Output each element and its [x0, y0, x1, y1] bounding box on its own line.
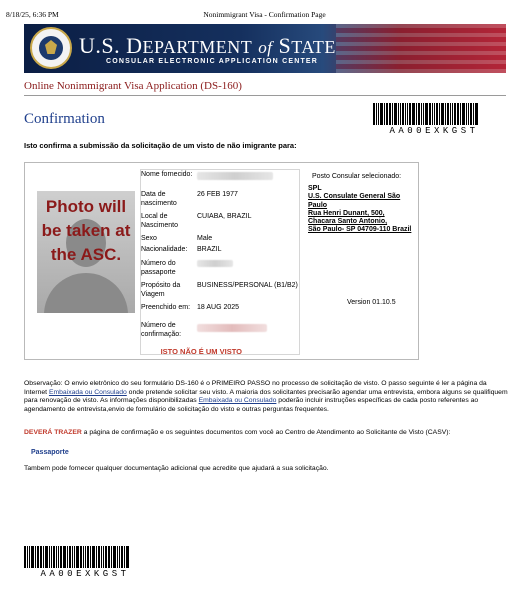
barcode-bar: [421, 103, 422, 125]
barcode-bar: [45, 546, 48, 568]
embassy-link-2[interactable]: Embaixada ou Consulado: [198, 397, 277, 405]
barcode-bar: [111, 546, 112, 568]
barcode-bar: [386, 103, 388, 125]
confirmation-card: Photo will be taken at the ASC. Nome fornecido: Data de nascimento 26 FEB 1977 Local de Nascimento CUIABA, BRAZIL Sexo Male Nacionalidade: BRAZIL Número do passaporte Propósito da Viagem BUSINESS/PERSONAL (B1/B2) Preenchido em: 18 AUG 2025 Número de confirmação: ISTO NÃO É UM VISTO Posto Consular selecionado: SPL U.S. Consulate General São Paulo Rua Henri Dunant, 500, Chacara Santo Antonio, São Paulo- SP 04709-110 Brazil Version 01.10.5: [24, 162, 419, 360]
barcode-bar: [416, 103, 417, 125]
state-seal-icon: [30, 27, 72, 69]
observation-paragraph: Observação: O envio eletrônico do seu formulário DS-160 é o PRIMEIRO PASSO no processo de solicitação de visto. O passo seguinte é ler a página da Internet Embaixada ou Consulado onde pretende solicitar seu visto. A maioria dos solicitantes precisarão agendar uma entrevista, embora alguns se qualifiquem para renovação de visto. As informações disponibilizadas Embaixada ou Consulado poderão incluir instruções específicas de cada posto referentes ao agendamento de entrevista,envio de formulário de solicitação do visto e outras perguntas frequentes.: [24, 380, 508, 413]
barcode-bottom: [24, 546, 146, 579]
barcode-bar: [445, 103, 446, 125]
barcode-bar: [407, 103, 408, 125]
must-bring-label: DEVERÁ TRAZER: [24, 429, 82, 436]
barcode-bar: [103, 546, 104, 568]
application-title: Online Nonimmigrant Visa Application (DS-160): [24, 80, 242, 92]
barcode-bar: [113, 546, 116, 568]
barcode-bar: [69, 546, 71, 568]
barcode-bar: [24, 546, 26, 568]
barcode-bar: [101, 546, 102, 568]
version-label: Version 01.10.5: [347, 299, 396, 306]
barcode-bar: [90, 546, 91, 568]
barcode-bar: [72, 546, 73, 568]
barcode-bar: [58, 546, 59, 568]
barcode-bar: [378, 103, 379, 125]
barcode-bar: [460, 103, 461, 125]
barcode-bar: [398, 103, 399, 125]
barcode-bar: [429, 103, 431, 125]
barcode-icon: [24, 546, 146, 568]
barcode-bar: [126, 546, 129, 568]
document-item-passport: Passaporte: [31, 449, 69, 456]
barcode-bar: [37, 546, 39, 568]
barcode-text: AA00EXKGST: [40, 569, 130, 579]
barcode-bar: [49, 546, 50, 568]
barcode-bar: [380, 103, 383, 125]
barcode-bar: [43, 546, 44, 568]
barcode-bar: [392, 103, 393, 125]
barcode-bar: [74, 546, 75, 568]
barcode-bar: [466, 103, 467, 125]
barcode-bar: [87, 546, 89, 568]
barcode-bar: [108, 546, 110, 568]
barcode-bar: [51, 546, 52, 568]
barcode-bar: [119, 546, 120, 568]
additional-docs-note: Tambem pode fornecer qualquer documentação adicional que acredite que ajudará a sua solicitação.: [24, 465, 329, 472]
barcode-bar: [117, 546, 118, 568]
barcode-bar: [83, 546, 84, 568]
barcode-bar: [405, 103, 406, 125]
barcode-bar: [121, 546, 123, 568]
print-title: Nonimmigrant Visa - Confirmation Page: [203, 10, 326, 19]
flag-stripes: [336, 24, 506, 73]
barcode-bar: [434, 103, 435, 125]
banner-title: U.S. DEPARTMENT of STATE: [79, 33, 336, 58]
barcode-bar: [436, 103, 438, 125]
barcode-bar: [85, 546, 86, 568]
redacted-passport: [197, 260, 233, 267]
embassy-link-1[interactable]: Embaixada ou Consulado: [48, 388, 127, 396]
consulate-address: SPL U.S. Consulate General São Paulo Rua Henri Dunant, 500, Chacara Santo Antonio, São Paulo- SP 04709-110 Brazil: [308, 185, 412, 234]
barcode-bar: [470, 103, 472, 125]
barcode-bar: [402, 103, 404, 125]
barcode-bar: [409, 103, 411, 125]
redacted-name: [197, 172, 273, 180]
barcode-bar: [400, 103, 401, 125]
barcode-top: [373, 103, 495, 136]
bring-documents-paragraph: DEVERÁ TRAZER a página de confirmação e os seguintes documentos com você ao Centro de Atendimento ao Solicitante de Visto (CASV):: [24, 429, 451, 436]
barcode-bar: [384, 103, 385, 125]
not-a-visa-notice: ISTO NÃO É UM VISTO: [160, 347, 242, 356]
barcode-bar: [53, 546, 55, 568]
barcode-bar: [29, 546, 30, 568]
barcode-bar: [31, 546, 34, 568]
barcode-bar: [76, 546, 79, 568]
barcode-bar: [394, 103, 397, 125]
barcode-bar: [96, 546, 97, 568]
state-department-banner: [24, 24, 506, 73]
barcode-bar: [376, 103, 377, 125]
barcode-bar: [462, 103, 465, 125]
barcode-bar: [473, 103, 474, 125]
barcode-bar: [389, 103, 391, 125]
barcode-bar: [105, 546, 107, 568]
barcode-bar: [425, 103, 428, 125]
barcode-bar: [60, 546, 62, 568]
barcode-bar: [373, 103, 375, 125]
barcode-text: AA00EXKGST: [389, 126, 479, 136]
barcode-bar: [432, 103, 433, 125]
barcode-bar: [441, 103, 444, 125]
photo-placeholder: [37, 191, 135, 313]
barcode-bar: [452, 103, 453, 125]
barcode-bar: [447, 103, 449, 125]
barcode-bar: [56, 546, 57, 568]
barcode-bar: [450, 103, 451, 125]
barcode-bar: [80, 546, 82, 568]
barcode-bar: [423, 103, 424, 125]
barcode-bar: [457, 103, 459, 125]
barcode-bar: [67, 546, 68, 568]
posto-label: Posto Consular selecionado:: [312, 173, 402, 180]
barcode-bar: [468, 103, 469, 125]
barcode-bar: [27, 546, 28, 568]
barcode-bar: [124, 546, 125, 568]
barcode-bar: [35, 546, 36, 568]
print-datetime: 8/18/25, 6:36 PM: [6, 10, 59, 19]
barcode-bar: [412, 103, 415, 125]
barcode-bar: [63, 546, 66, 568]
barcode-bar: [454, 103, 456, 125]
barcode-icon: [373, 103, 495, 125]
intro-text: Isto confirma a submissão da solicitação de um visto de não imigrante para:: [24, 141, 297, 150]
barcode-bar: [40, 546, 42, 568]
page-title: Confirmation: [24, 111, 105, 127]
barcode-bar: [418, 103, 420, 125]
photo-note: Photo will be taken at the ASC.: [41, 197, 131, 264]
barcode-bar: [475, 103, 478, 125]
banner-subtitle: CONSULAR ELECTRONIC APPLICATION CENTER: [106, 58, 319, 65]
barcode-bar: [92, 546, 95, 568]
divider: [24, 95, 506, 96]
barcode-bar: [98, 546, 100, 568]
redacted-confirmation: [197, 324, 267, 332]
barcode-bar: [439, 103, 440, 125]
